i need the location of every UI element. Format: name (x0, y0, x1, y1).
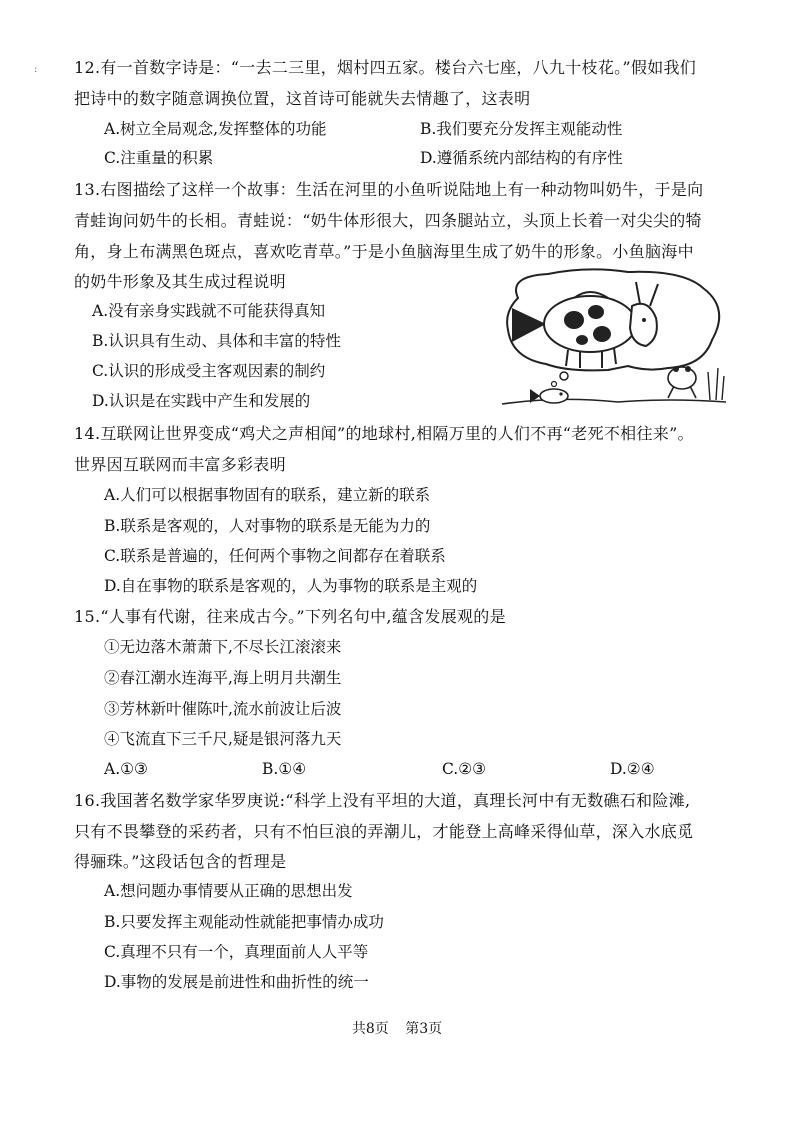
q15-item-3: ③芳林新叶催陈叶,流水前波让后波 (104, 700, 342, 718)
q13-option-d[interactable]: D.认识是在实践中产生和发展的 (92, 392, 311, 410)
q15-option-a[interactable]: A.①③ (104, 760, 148, 778)
q14-option-a[interactable]: A.人们可以根据事物固有的联系，建立新的联系 (104, 486, 431, 504)
q16-option-d[interactable]: D.事物的发展是前进性和曲折性的统一 (104, 973, 369, 991)
q12-stem-line-2: 把诗中的数字随意调换位置，这首诗可能就失去情趣了，这表明 (74, 89, 531, 108)
q13-stem-line-1: 13.右图描绘了这样一个故事：生活在河里的小鱼听说陆地上有一种动物叫奶牛，于是向 (74, 180, 704, 199)
q16-stem-line-3: 得骊珠。”这段话包含的哲理是 (74, 852, 287, 871)
q15-item-4: ④飞流直下三千尺,疑是银河落九天 (104, 730, 342, 748)
q13-option-c[interactable]: C.认识的形成受主客观因素的制约 (92, 362, 326, 380)
q14-option-b[interactable]: B.联系是客观的，人对事物的联系是无能为力的 (104, 517, 431, 535)
q16-option-c[interactable]: C.真理不只有一个，真理面前人人平等 (104, 943, 369, 961)
page-footer (0, 1018, 794, 1038)
q15-option-b[interactable]: B.①④ (262, 760, 307, 778)
current-page: 第3页 (405, 1021, 443, 1037)
q12-option-d[interactable]: D.遵循系统内部结构的有序性 (420, 149, 623, 167)
q16-stem-line-2: 只有不畏攀登的采药者，只有不怕巨浪的弄潮儿，才能登上高峰采得仙草，深入水底觅 (74, 822, 694, 841)
q13-stem-line-4: 的奶牛形象及其生成过程说明 (74, 272, 286, 291)
q14-stem-line-2: 世界因互联网而丰富多彩表明 (74, 455, 286, 474)
q14-option-d[interactable]: D.自在事物的联系是客观的，人为事物的联系是主观的 (104, 577, 478, 595)
q12-option-a[interactable]: A.树立全局观念,发挥整体的功能 (104, 120, 327, 138)
q13-option-a[interactable]: A.没有亲身实践就不可能获得真知 (92, 302, 326, 320)
q12-option-b[interactable]: B.我们要充分发挥主观能动性 (420, 120, 623, 138)
q15-option-d[interactable]: D.②④ (610, 760, 655, 778)
q15-item-1: ①无边落木萧萧下,不尽长江滚滚来 (104, 638, 342, 656)
q16-option-b[interactable]: B.只要发挥主观能动性就能把事情办成功 (104, 913, 384, 931)
q14-stem-line-1: 14.互联网让世界变成“鸡犬之声相闻”的地球村,相隔万里的人们不再“老死不相往来”。 (74, 424, 694, 443)
q15-stem-line-1: 15.“人事有代谢，往来成古今。”下列名句中,蕴含发展观的是 (74, 607, 506, 626)
q15-option-c[interactable]: C.②③ (442, 760, 487, 778)
q16-stem-line-1: 16.我国著名数学家华罗庚说:“科学上没有平坦的大道，真理长河中有无数礁石和险滩, (74, 791, 691, 810)
q12-option-c[interactable]: C.注重量的积累 (104, 149, 214, 167)
q13-option-b[interactable]: B.认识具有生动、具体和丰富的特性 (92, 332, 341, 350)
total-pages: 共8页 (351, 1021, 389, 1037)
q13-stem-line-3: 角，身上布满黑色斑点，喜欢吃青草。”于是小鱼脑海里生成了奶牛的形象。小鱼脑海中 (74, 242, 694, 261)
scan-mark: : (34, 64, 38, 75)
q16-option-a[interactable]: A.想问题办事情要从正确的思想出发 (104, 882, 353, 900)
fish-imagines-cow-cartoon-icon (498, 268, 730, 412)
q13-stem-line-2: 青蛙询问奶牛的长相。青蛙说：“奶牛体形很大，四条腿站立，头顶上长着一对尖尖的犄 (74, 211, 702, 230)
q14-option-c[interactable]: C.联系是普遍的，任何两个事物之间都存在着联系 (104, 547, 446, 565)
q12-stem-line-1: 12.有一首数字诗是：“一去二三里，烟村四五家。楼台六七座，八九十枝花。”假如我们 (74, 58, 697, 77)
q15-item-2: ②春江潮水连海平,海上明月共潮生 (104, 669, 342, 687)
